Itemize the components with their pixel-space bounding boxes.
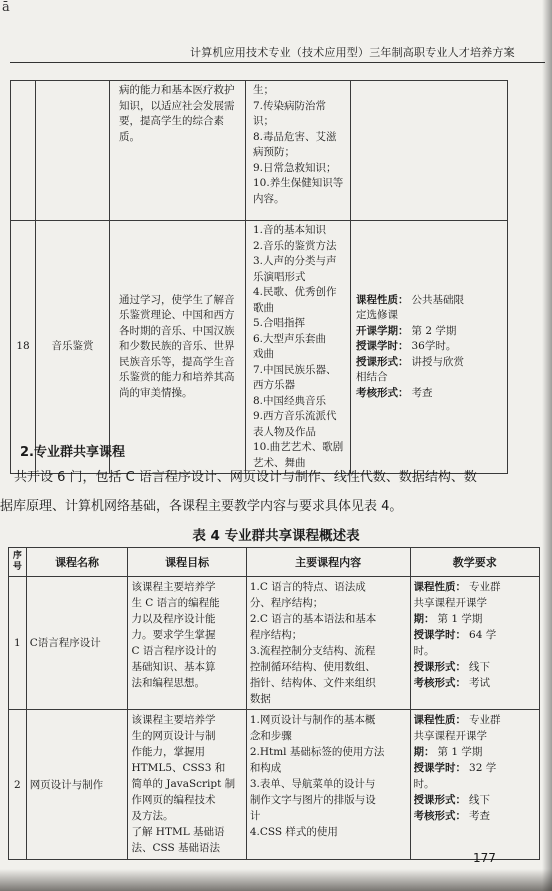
requirement-value: 专业群 — [469, 714, 501, 726]
requirement-line — [356, 339, 504, 355]
goal-line: 简单的 JavaScript 制 — [131, 778, 236, 790]
goal-line: 民族音乐等，提高学生音 — [119, 355, 235, 368]
requirement-label: 考核形式： — [413, 677, 467, 689]
goal-line: 生 C 语言的编程能 — [131, 597, 220, 609]
content-line: 2.Html 基础标签的使用方法 — [249, 746, 385, 758]
requirement-value: 定选修课 — [356, 309, 398, 322]
table-row — [11, 81, 508, 221]
goal-line: 乐鉴赏理论、中国和西方 — [119, 309, 235, 322]
requirement-value: 公共基础限 — [411, 293, 464, 306]
content-line: 西方乐器 — [253, 379, 295, 391]
requirement-value: 线下 — [469, 794, 491, 806]
content-line: 3.表单、导航菜单的设计与 — [249, 778, 376, 790]
goal-line: 基础知识、基本算 — [131, 661, 216, 673]
requirement-value: 共享课程开课学 — [413, 597, 488, 609]
content-line: 1.网页设计与制作的基本概 — [249, 714, 376, 726]
num-cell — [11, 81, 36, 221]
content-line: 9.日常急救知识； — [253, 161, 337, 174]
content-line: 7.传染病防治常 — [253, 99, 327, 112]
content-line: 生； — [253, 84, 274, 96]
content-line: 控制循环结构、使用数组、 — [249, 661, 376, 673]
requirement-line — [356, 355, 504, 371]
requirement-value: 第 1 学期 — [437, 746, 483, 758]
content-cell — [246, 710, 410, 860]
content-cell — [246, 221, 351, 474]
requirement-label: 授课学时： — [413, 629, 467, 641]
goal-line: 该课程主要培养学 — [131, 714, 216, 726]
requirement-line — [356, 308, 504, 324]
requirement-label: 授课形式： — [413, 794, 467, 806]
table-caption: 表 4 专业群共享课程概述表 — [192, 528, 360, 544]
num-cell: 1 — [9, 577, 27, 710]
requirement-label: 课程性质： — [413, 581, 467, 593]
goal-line: 及方法。 — [131, 810, 174, 822]
header-name: 课程名称 — [26, 548, 128, 577]
goal-line: 各时期的音乐、中国汉族 — [119, 324, 235, 337]
num-cell: 2 — [9, 710, 27, 860]
requirement-line — [356, 293, 504, 309]
content-line: 指针、结构体、文件来组织 — [249, 677, 376, 689]
requirement-line — [414, 627, 536, 643]
goal-line: 病的能力和基本医疗救护 — [119, 84, 235, 96]
content-line: 分、程序结构； — [249, 597, 324, 609]
goal-line: 尚的审美情操。 — [119, 386, 193, 399]
requirement-value: 36学时。 — [411, 340, 457, 353]
goal-line: 力。要求学生掌握 — [131, 629, 216, 641]
goal-line: 通过学习，使学生了解音 — [119, 293, 235, 306]
requirement-line — [414, 712, 536, 728]
course-name: 音乐鉴赏 — [36, 221, 110, 474]
goal-line: HTML5、CSS3 和 — [131, 762, 226, 774]
requirement-value: 专业群 — [469, 581, 501, 593]
goal-line: 作能力，掌握用 — [131, 746, 205, 758]
content-line: 7.中国民族乐器、 — [253, 363, 337, 376]
content-line: 制作文字与图片的排版与设 — [249, 794, 376, 806]
content-line: 1.C 语言的特点、语法成 — [249, 581, 366, 593]
name-cell — [36, 81, 110, 221]
spine-shadow — [542, 0, 552, 891]
section-heading: 2.专业群共享课程 — [20, 445, 125, 460]
requirement-value: 共享课程开课学 — [413, 730, 488, 742]
goal-cell — [110, 81, 246, 221]
requirement-value: 考查 — [469, 810, 491, 822]
content-line: 4.民歌、优秀创作 — [253, 286, 337, 298]
content-line: 10.曲艺艺术、歌剧 — [253, 441, 344, 453]
requirement-value: 第 1 学期 — [437, 613, 483, 625]
corner-mark: ā — [2, 0, 10, 15]
requirement-label: 开课学期： — [356, 324, 409, 337]
goal-line: 法、CSS 基础语法 — [131, 842, 221, 854]
content-cell — [246, 577, 410, 710]
requirement-line — [414, 776, 536, 792]
content-line: 10.养生保健知识等 — [253, 177, 344, 189]
requirement-label: 课程性质： — [356, 293, 409, 306]
num-cell: 18 — [11, 221, 36, 474]
requirement-label: 考核形式： — [356, 386, 409, 399]
content-line: 程序结构； — [249, 629, 303, 641]
requirement-value: 时。 — [413, 645, 435, 657]
requirement-line — [414, 792, 536, 808]
requirement-value: 32 学 — [469, 762, 497, 774]
requirement-value: 考试 — [469, 677, 491, 689]
course-overview-table — [8, 547, 540, 860]
content-line: 识； — [253, 115, 274, 127]
content-line: 3.流程控制分支结构、流程 — [249, 645, 376, 657]
goal-line: 作网页的编程技术 — [131, 794, 216, 806]
requirement-label: 考核形式： — [413, 810, 467, 822]
course-name: C语言程序设计 — [26, 577, 128, 710]
requirement-line — [414, 611, 536, 627]
requirement-label: 授课学时： — [413, 762, 467, 774]
requirement-value: 相结合 — [356, 371, 388, 384]
goal-line: 力以及程序设计能 — [131, 613, 216, 625]
requirement-line — [414, 675, 536, 691]
req-cell — [410, 710, 539, 860]
requirement-label: 课程性质： — [413, 714, 467, 726]
header-rule — [10, 62, 545, 63]
content-line: 艺术、舞曲 — [253, 456, 306, 469]
requirement-value: 时。 — [413, 778, 435, 790]
requirement-label: 授课形式： — [413, 661, 467, 673]
requirement-line — [356, 370, 504, 386]
running-header: 计算机应用技术专业（技术应用型）三年制高职专业人才培养方案 — [190, 46, 515, 59]
goal-line: 质。 — [119, 130, 140, 143]
content-line: 和构成 — [249, 762, 282, 774]
table-row — [9, 710, 540, 860]
content-line: 乐演唱形式 — [253, 270, 306, 283]
content-line: 3.人声的分类与声 — [253, 255, 337, 267]
goal-line: 和少数民族的音乐、世界 — [119, 340, 235, 353]
table-row — [9, 577, 540, 710]
requirement-value: 考查 — [411, 386, 433, 399]
requirement-label: 期： — [413, 613, 435, 625]
content-line: 9.西方音乐流派代 — [253, 410, 337, 422]
content-cell — [246, 81, 351, 221]
requirement-line — [414, 595, 536, 611]
table-header-row — [9, 548, 540, 577]
content-line: 8.毒品危害、艾滋 — [253, 130, 337, 143]
page-number: 177 — [473, 851, 496, 865]
paragraph-line: 共开设 6 门，包括 C 语言程序设计、网页设计与制作、线性代数、数据结构、数 — [14, 470, 477, 485]
content-line: 8.中国经典音乐 — [253, 394, 327, 407]
goal-line: 法和编程思想。 — [131, 677, 205, 689]
req-cell — [351, 221, 508, 474]
goal-line: C 语言程序设计的 — [131, 645, 217, 657]
header-goal: 课程目标 — [128, 548, 246, 577]
content-line: 表人物及作品 — [253, 425, 316, 438]
content-line: 计 — [249, 810, 261, 822]
content-line: 数据 — [249, 693, 271, 705]
requirement-value: 线下 — [469, 661, 491, 673]
content-line: 内容。 — [253, 192, 285, 205]
goal-cell — [128, 577, 246, 710]
requirement-line — [356, 324, 504, 340]
goal-line: 该课程主要培养学 — [131, 581, 216, 593]
content-line: 1.音的基本知识 — [253, 224, 327, 236]
requirement-line — [414, 744, 536, 760]
goal-cell — [128, 710, 246, 860]
header-req: 教学要求 — [410, 548, 539, 577]
requirement-line — [356, 386, 504, 402]
content-line: 念和步骤 — [249, 730, 292, 742]
req-cell — [351, 81, 508, 221]
requirement-value: 第 2 学期 — [411, 324, 457, 337]
content-line: 2.音乐的鉴赏方法 — [253, 239, 337, 252]
content-line: 戏曲 — [253, 348, 274, 360]
bottom-shadow — [0, 869, 552, 891]
requirement-line — [414, 643, 536, 659]
content-line: 歌曲 — [253, 301, 274, 314]
content-line: 病预防； — [253, 146, 295, 158]
course-name: 网页设计与制作 — [26, 710, 128, 860]
req-cell — [410, 577, 539, 710]
requirement-line — [414, 728, 536, 744]
table-row — [11, 221, 508, 474]
content-line: 4.CSS 样式的使用 — [249, 826, 338, 838]
requirement-label: 授课学时： — [356, 340, 409, 353]
content-line: 2.C 语言的基本语法和基本 — [249, 613, 377, 625]
header-content: 主要课程内容 — [246, 548, 410, 577]
requirement-line — [414, 659, 536, 675]
requirement-line — [414, 579, 536, 595]
requirement-line — [414, 760, 536, 776]
goal-line: 知识，以适应社会发展需 — [119, 99, 235, 112]
content-line: 5.合唱指挥 — [253, 317, 306, 329]
goal-line: 了解 HTML 基础语 — [131, 826, 225, 838]
requirement-label: 授课形式： — [356, 355, 409, 368]
goal-line: 生的网页设计与制 — [131, 730, 216, 742]
goal-line: 要，提高学生的综合素 — [119, 115, 224, 127]
requirement-value: 讲授与欣赏 — [411, 355, 464, 368]
requirement-label: 期： — [413, 746, 435, 758]
requirement-value: 64 学 — [469, 629, 497, 641]
goal-line: 乐鉴赏的能力和培养其高 — [119, 371, 235, 384]
paragraph-line: 据库原理、计算机网络基础，各课程主要教学内容与要求具体见表 4。 — [0, 499, 403, 514]
continuation-table — [10, 80, 508, 474]
goal-cell — [110, 221, 246, 474]
requirement-line — [414, 808, 536, 824]
header-num: 序号 — [9, 548, 27, 577]
content-line: 6.大型声乐套曲 — [253, 332, 327, 345]
